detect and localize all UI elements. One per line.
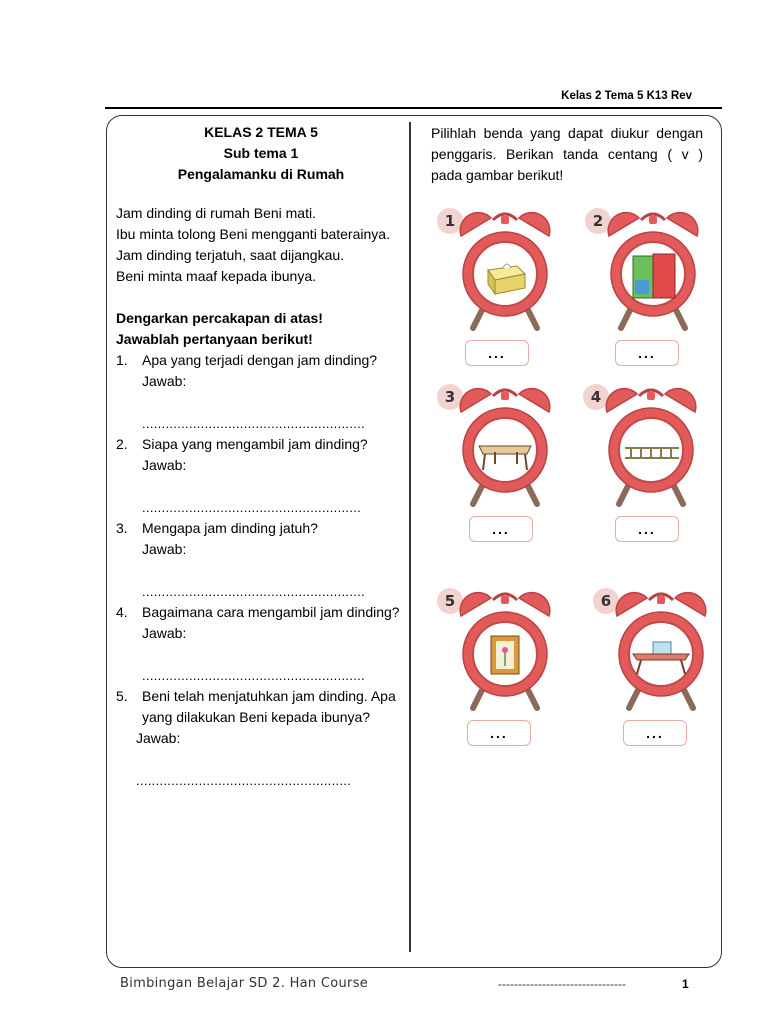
story-line: Jam dinding terjatuh, saat dijangkau. xyxy=(116,247,345,263)
item-number-badge: 2 xyxy=(585,208,611,234)
choice-item-6 xyxy=(593,588,713,768)
alarm-clock-icon xyxy=(455,208,555,338)
picture-frame-icon xyxy=(491,636,519,674)
choice-item-1 xyxy=(437,208,557,388)
answer-line[interactable]: ....................................................... xyxy=(136,773,352,788)
title-class: KELAS 2 TEMA 5 xyxy=(204,124,318,140)
instruction-line: Jawablah pertanyaan berikut! xyxy=(116,331,313,347)
question-item xyxy=(116,518,400,602)
question-number: 4. xyxy=(116,604,128,620)
answer-label: Jawab: xyxy=(136,730,181,746)
question-number: 3. xyxy=(116,520,128,536)
alarm-clock-icon xyxy=(455,588,555,718)
checkmark-box[interactable]: ... xyxy=(467,720,531,746)
choice-item-3 xyxy=(437,384,557,564)
question-number: 1. xyxy=(116,352,128,368)
question-list xyxy=(116,350,400,791)
wardrobe-icon xyxy=(633,254,675,298)
alarm-clock-icon xyxy=(603,208,703,338)
footer-dashes: -------------------------------- xyxy=(498,977,626,991)
choice-item-2 xyxy=(585,208,705,388)
story-line: Ibu minta tolong Beni mengganti baterainya. xyxy=(116,226,390,242)
question-number: 5. xyxy=(116,688,128,704)
question-text: Mengapa jam dinding jatuh? xyxy=(142,520,318,536)
choice-item-4 xyxy=(583,384,703,564)
alarm-clock-icon xyxy=(611,588,711,718)
answer-label: Jawab: xyxy=(142,457,187,473)
question-item xyxy=(116,434,400,518)
question-text: Bagaimana cara mengambil jam dinding? xyxy=(142,604,400,620)
answer-label: Jawab: xyxy=(142,373,187,389)
page-number: 1 xyxy=(682,977,689,991)
question-item xyxy=(116,350,400,434)
right-instruction: Pilihlah benda yang dapat diukur dengan penggaris. Berikan tanda centang ( v ) pada gambar berikut! xyxy=(431,125,703,183)
answer-line[interactable]: ......................................................... xyxy=(142,416,365,431)
question-text: Beni telah menjatuhkan jam dinding. Apa yang dilakukan Beni kepada ibunya? xyxy=(142,688,396,725)
instruction-line: Dengarkan percakapan di atas! xyxy=(116,310,323,326)
column-divider xyxy=(409,122,411,952)
answer-label: Jawab: xyxy=(142,541,187,557)
story-text xyxy=(116,203,400,287)
item-number-badge: 1 xyxy=(437,208,463,234)
item-number-badge: 4 xyxy=(583,384,609,410)
checkmark-box[interactable]: ... xyxy=(465,340,529,366)
answer-line[interactable]: ........................................................ xyxy=(142,500,362,515)
question-text: Apa yang terjadi dengan jam dinding? xyxy=(142,352,378,368)
answer-line[interactable]: ......................................................... xyxy=(142,668,365,683)
question-text: Siapa yang mengambil jam dinding? xyxy=(142,436,368,452)
header-rule xyxy=(105,107,722,109)
alarm-clock-icon xyxy=(601,384,701,514)
left-column xyxy=(116,122,400,791)
title-topic: Pengalamanku di Rumah xyxy=(177,166,345,182)
title-subtheme: Sub tema 1 xyxy=(223,145,299,161)
item-number-badge: 5 xyxy=(437,588,463,614)
answer-line[interactable]: ......................................................... xyxy=(142,584,365,599)
story-line: Jam dinding di rumah Beni mati. xyxy=(116,205,316,221)
checkmark-box[interactable]: ... xyxy=(615,340,679,366)
question-number: 2. xyxy=(116,436,128,452)
item-number-badge: 6 xyxy=(593,588,619,614)
story-line: Beni minta maaf kepada ibunya. xyxy=(116,268,317,284)
question-item xyxy=(116,602,400,686)
header-label: Kelas 2 Tema 5 K13 Rev xyxy=(561,90,692,102)
title-block xyxy=(122,122,400,185)
question-item xyxy=(116,686,400,791)
choice-item-5 xyxy=(437,588,557,768)
footer-brand: Bimbingan Belajar SD 2. Han Course xyxy=(120,976,369,991)
checkmark-box[interactable]: ... xyxy=(615,516,679,542)
checkmark-box[interactable]: ... xyxy=(623,720,687,746)
alarm-clock-icon xyxy=(455,384,555,514)
checkmark-box[interactable]: ... xyxy=(469,516,533,542)
question-instruction xyxy=(116,308,400,350)
answer-label: Jawab: xyxy=(142,625,187,641)
item-number-badge: 3 xyxy=(437,384,463,410)
